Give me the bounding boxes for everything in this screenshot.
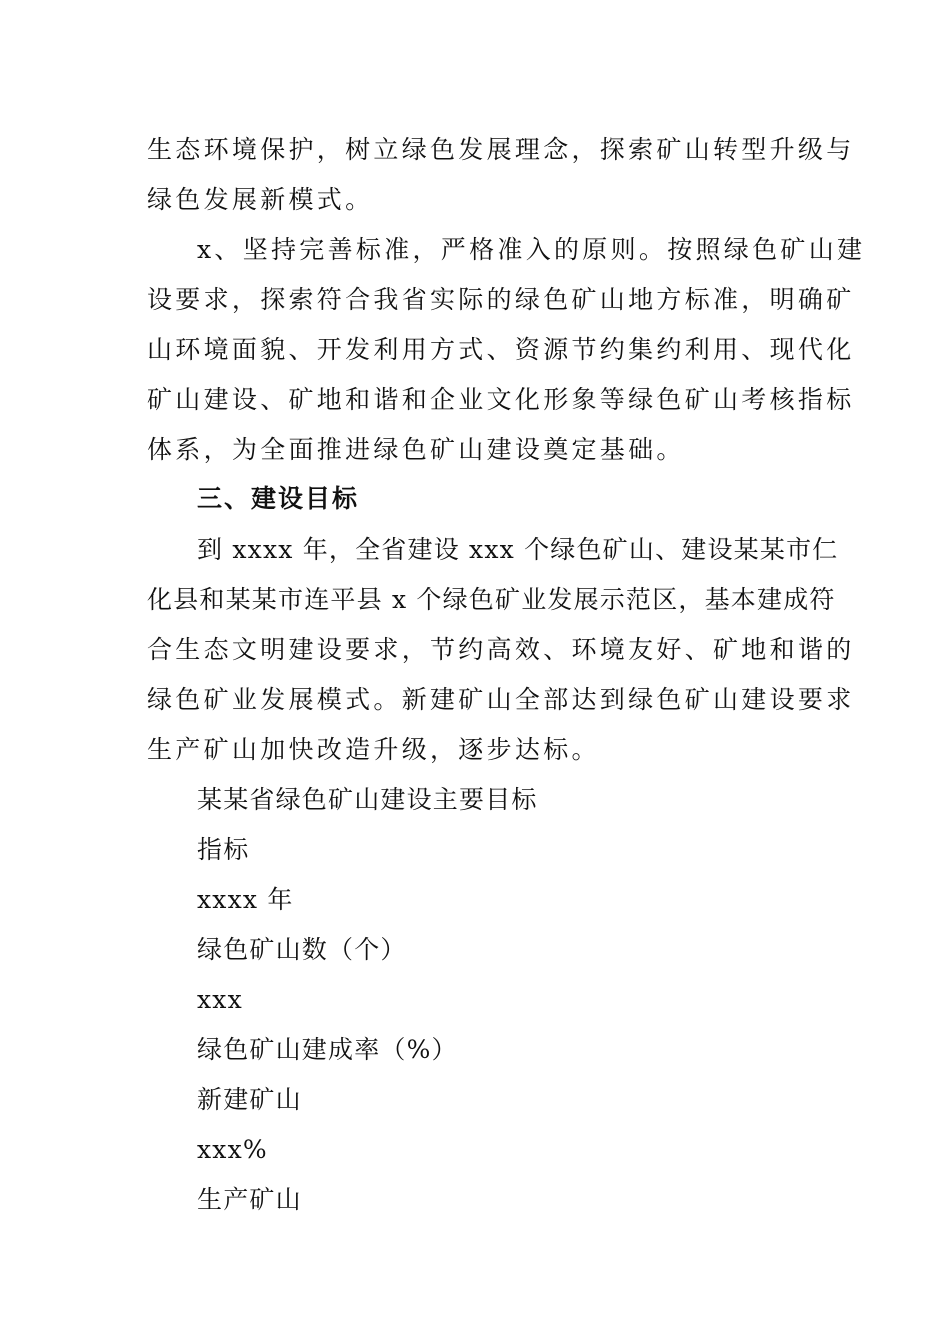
paragraph-3-line-5: 生产矿山加快改造升级，逐步达标。 [147,735,600,764]
table-cell-green-mine-count: 绿色矿山数（个） [197,935,407,964]
paragraph-2-line-5: 体系，为全面推进绿色矿山建设奠定基础。 [147,435,685,464]
paragraph-3-line-4: 绿色矿业发展模式。新建矿山全部达到绿色矿山建设要求 [147,685,855,714]
paragraph-2-line-3: 山环境面貌、开发利用方式、资源节约集约利用、现代化 [147,335,855,364]
paragraph-3-line-3: 合生态文明建设要求，节约高效、环境友好、矿地和谐的 [147,635,855,664]
table-cell-count-value: xxx [197,985,243,1014]
paragraph-2-line-1: x、坚持完善标准，严格准入的原则。按照绿色矿山建 [197,235,866,264]
table-cell-completion-rate: 绿色矿山建成率（%） [197,1035,458,1064]
paragraph-1-line-1: 生态环境保护，树立绿色发展理念，探索矿山转型升级与 [147,135,855,164]
paragraph-3-line-1: 到 xxxx 年，全省建设 xxx 个绿色矿山、建设某某市仁 [197,535,839,564]
paragraph-2-line-2: 设要求，探索符合我省实际的绿色矿山地方标准，明确矿 [147,285,855,314]
table-cell-rate-value: xxx% [197,1135,268,1164]
paragraph-1-line-2: 绿色发展新模式。 [147,185,374,214]
paragraph-2-line-4: 矿山建设、矿地和谐和企业文化形象等绿色矿山考核指标 [147,385,855,414]
table-cell-indicator-header: 指标 [197,835,250,864]
table-cell-new-mines: 新建矿山 [197,1085,302,1114]
section-heading: 三、建设目标 [197,484,360,513]
table-cell-production-mines: 生产矿山 [197,1185,302,1214]
table-title: 某某省绿色矿山建设主要目标 [197,785,538,814]
table-cell-year-header: xxxx 年 [197,885,294,914]
paragraph-3-line-2: 化县和某某市连平县 x 个绿色矿业发展示范区，基本建成符 [147,585,836,614]
